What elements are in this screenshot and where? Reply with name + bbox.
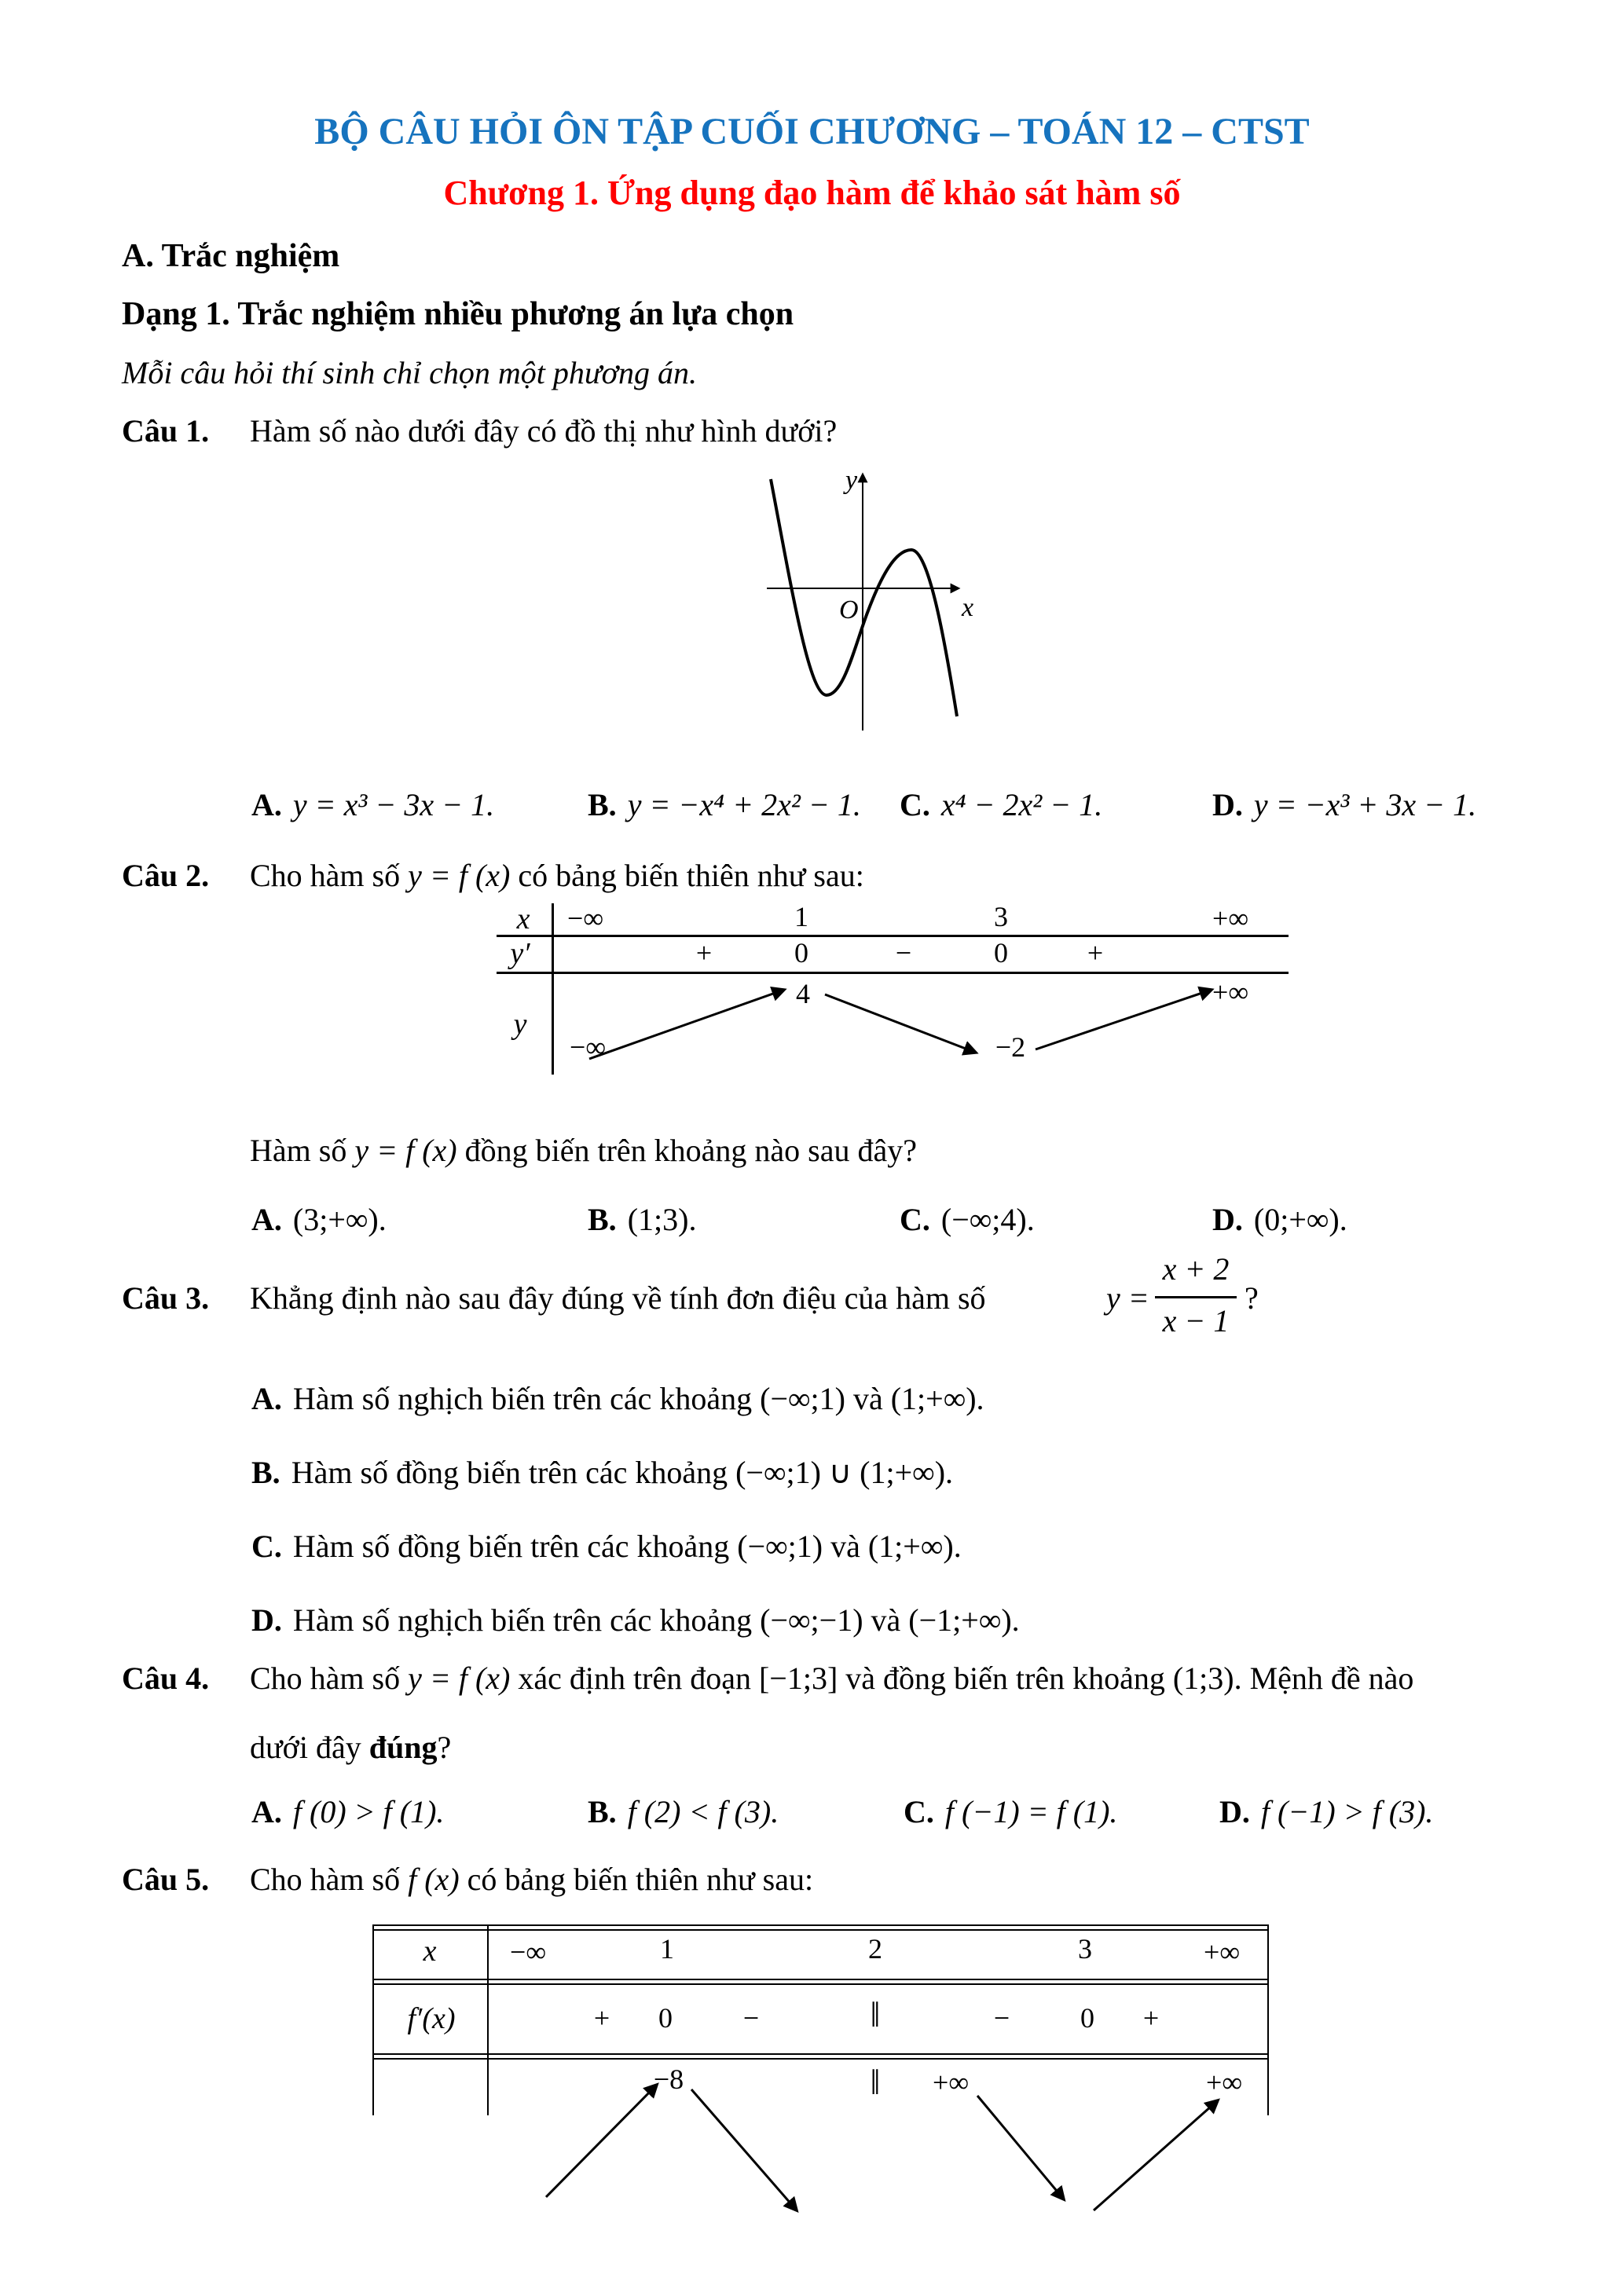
x-value: 2: [868, 1933, 882, 1965]
option-label: C.: [904, 1794, 934, 1829]
origin-label: O: [839, 595, 859, 624]
intro-math: f (x): [408, 1862, 460, 1897]
x-value: −∞: [567, 903, 603, 934]
question-text: . Mệnh đề nào: [1234, 1661, 1414, 1696]
option-text: y = −x³ + 3x − 1.: [1253, 787, 1477, 822]
fprime-sign: −: [742, 2002, 760, 2034]
intro-text: có bảng biến thiên như sau:: [518, 858, 864, 893]
y-axis-label: y: [845, 466, 858, 495]
option-text: y = −x⁴ + 2x² − 1.: [627, 787, 861, 822]
row-label-fprime: f′(x): [407, 2002, 456, 2035]
x-value: 3: [1078, 1933, 1092, 1965]
intro-text: Cho hàm số: [250, 1862, 401, 1897]
arrow-down: [977, 2096, 1064, 2199]
question-1-text: Hàm số nào dưới đây có đồ thị như hình dưới?: [250, 413, 838, 449]
question-text: Cho hàm số: [250, 1661, 401, 1696]
question-4-label: Câu 4.: [122, 1661, 210, 1696]
option-label: C.: [251, 1529, 282, 1564]
option-label: D.: [1212, 1202, 1243, 1237]
variation-arrows-q2: [495, 902, 1289, 1082]
option-label: D.: [251, 1602, 282, 1638]
q2-option-d: [1212, 1200, 1347, 1240]
option-text: Hàm số đồng biến trên các khoảng (−∞;1) và (1;+∞).: [292, 1529, 962, 1564]
fprime-sign: 0: [658, 2002, 673, 2034]
option-text: Hàm số đồng biến trên các khoảng (−∞;1) ∪ (1;+∞).: [291, 1455, 954, 1490]
q2-option-c: [900, 1200, 1035, 1240]
intro-text: có bảng biến thiên như sau:: [467, 1862, 814, 1897]
option-label: C.: [900, 787, 930, 822]
x-value: +∞: [1212, 903, 1248, 934]
arrow-down: [691, 2089, 797, 2210]
x-value: −∞: [510, 1936, 546, 1968]
q2-option-b: [588, 1200, 696, 1240]
question-math: y = f (x): [354, 1133, 457, 1168]
question-3-label: Câu 3.: [122, 1280, 210, 1316]
fprime-undefined-bar: ‖: [870, 1994, 881, 2034]
cubic-curve: [771, 479, 957, 716]
arrow-up: [1036, 990, 1212, 1049]
arrow-up: [1094, 2100, 1218, 2210]
option-text: (1;3).: [627, 1202, 697, 1237]
q3-option-a: [251, 1379, 984, 1419]
cubic-function-graph: [761, 457, 996, 740]
fprime-sign: +: [593, 2002, 610, 2034]
question-text: dưới đây: [250, 1730, 369, 1765]
question-math-interval: (1;3): [1172, 1661, 1234, 1696]
q1-option-d: [1212, 785, 1476, 825]
option-text: x⁴ − 2x² − 1.: [940, 787, 1103, 822]
option-label: A.: [251, 787, 282, 822]
question-text: Hàm số: [250, 1133, 347, 1168]
question-5-label: Câu 5.: [122, 1862, 210, 1897]
q3-option-d: [251, 1601, 1020, 1640]
fprime-sign: 0: [1080, 2002, 1094, 2034]
q4-option-a: [251, 1792, 444, 1832]
q1-option-b: [588, 785, 861, 825]
option-label: D.: [1212, 787, 1243, 822]
question-2-label: Câu 2.: [122, 858, 210, 893]
arrow-up: [546, 2085, 657, 2197]
fraction-numerator: x + 2: [1162, 1251, 1230, 1287]
q4-option-d: [1219, 1792, 1433, 1832]
variation-arrows-q5: [372, 1926, 1269, 2292]
fraction-bar: [1155, 1296, 1237, 1298]
option-label: A.: [251, 1202, 282, 1237]
x-value: 1: [660, 1933, 674, 1965]
x-value: +∞: [1204, 1936, 1240, 1968]
option-text: (0;+∞).: [1253, 1202, 1347, 1237]
q3-option-b: [251, 1453, 953, 1492]
fprime-sign: +: [1142, 2002, 1160, 2034]
option-text: Hàm số nghịch biến trên các khoảng (−∞;1) và (1;+∞).: [292, 1381, 984, 1416]
chapter-subtitle: Chương 1. Ứng dụng đạo hàm để khảo sát hàm số: [443, 174, 1181, 212]
f-limit-right: +∞: [1206, 2067, 1242, 2098]
q2-option-a: [251, 1200, 387, 1240]
yprime-sign: +: [1087, 937, 1104, 969]
question-math-interval: [−1;3]: [758, 1661, 838, 1696]
row-label-x: x: [423, 1935, 437, 1968]
yprime-sign: −: [895, 937, 912, 969]
x-axis-label: x: [962, 593, 974, 622]
option-label: D.: [1219, 1794, 1250, 1829]
question-5-intro: [250, 1860, 813, 1899]
fraction-denominator: x − 1: [1162, 1303, 1230, 1338]
question-3-mark: ?: [1245, 1280, 1259, 1316]
y-limit-left: −∞: [570, 1031, 606, 1063]
f-local-max: −8: [653, 2063, 684, 2095]
option-label: B.: [251, 1455, 280, 1490]
option-text: f (−1) = f (1).: [944, 1794, 1118, 1829]
section-a-heading: A. Trắc nghiệm: [122, 238, 340, 274]
q1-option-c: [900, 785, 1102, 825]
f-undefined-bar: ‖: [870, 2062, 881, 2102]
intro-math: y = f (x): [408, 858, 511, 893]
option-text: f (0) > f (1).: [292, 1794, 445, 1829]
arrow-up: [589, 990, 784, 1059]
fraction-lhs: y =: [1106, 1280, 1149, 1316]
question-text: và đồng biến trên khoảng: [845, 1661, 1165, 1696]
option-label: A.: [251, 1381, 282, 1416]
question-1-label: Câu 1.: [122, 413, 210, 449]
q1-option-a: [251, 785, 494, 825]
q4-option-b: [588, 1792, 779, 1832]
option-label: B.: [588, 1794, 617, 1829]
question-4-line2: [250, 1728, 451, 1767]
question-text: ?: [437, 1730, 452, 1765]
arrow-down: [825, 994, 976, 1053]
question-text: xác định trên đoạn: [518, 1661, 751, 1696]
y-local-min: −2: [995, 1031, 1026, 1063]
fprime-sign: −: [993, 2002, 1010, 2034]
yprime-sign: 0: [994, 937, 1008, 969]
x-value: 3: [994, 901, 1008, 932]
emphasis-dung: đúng: [368, 1730, 438, 1765]
question-4-line1: [250, 1659, 1413, 1698]
row-label-x: x: [516, 903, 530, 936]
option-text: y = x³ − 3x − 1.: [292, 787, 495, 822]
question-math: y = f (x): [408, 1661, 511, 1696]
question-text: đồng biến trên khoảng nào sau đây?: [464, 1133, 917, 1168]
option-text: f (2) < f (3).: [627, 1794, 779, 1829]
option-text: f (−1) > f (3).: [1260, 1794, 1434, 1829]
option-label: B.: [588, 1202, 617, 1237]
instruction-note: Mỗi câu hỏi thí sinh chỉ chọn một phương án.: [122, 355, 697, 390]
question-2-intro: [250, 856, 864, 895]
option-label: C.: [900, 1202, 930, 1237]
q3-option-c: [251, 1527, 962, 1566]
option-label: A.: [251, 1794, 282, 1829]
option-text: (−∞;4).: [940, 1202, 1035, 1237]
q4-option-c: [904, 1792, 1117, 1832]
x-value: 1: [794, 901, 808, 932]
page-title: BỘ CÂU HỎI ÔN TẬP CUỐI CHƯƠNG – TOÁN 12 – CTST: [314, 111, 1310, 152]
question-2-text: [250, 1131, 917, 1170]
y-local-max: 4: [796, 978, 810, 1009]
row-label-yprime: y′: [510, 937, 530, 970]
f-limit-right-of-asymptote: +∞: [933, 2067, 969, 2098]
row-label-y: y: [513, 1008, 527, 1041]
option-label: B.: [588, 787, 617, 822]
yprime-sign: +: [695, 937, 713, 969]
yprime-sign: 0: [794, 937, 808, 969]
y-limit-right: +∞: [1212, 976, 1248, 1008]
dang-1-heading: Dạng 1. Trắc nghiệm nhiều phương án lựa chọn: [122, 296, 794, 332]
question-3-text: Khẳng định nào sau đây đúng về tính đơn điệu của hàm số: [250, 1280, 986, 1316]
option-text: Hàm số nghịch biến trên các khoảng (−∞;−1) và (−1;+∞).: [292, 1602, 1020, 1638]
intro-text: Cho hàm số: [250, 858, 401, 893]
option-text: (3;+∞).: [292, 1202, 387, 1237]
